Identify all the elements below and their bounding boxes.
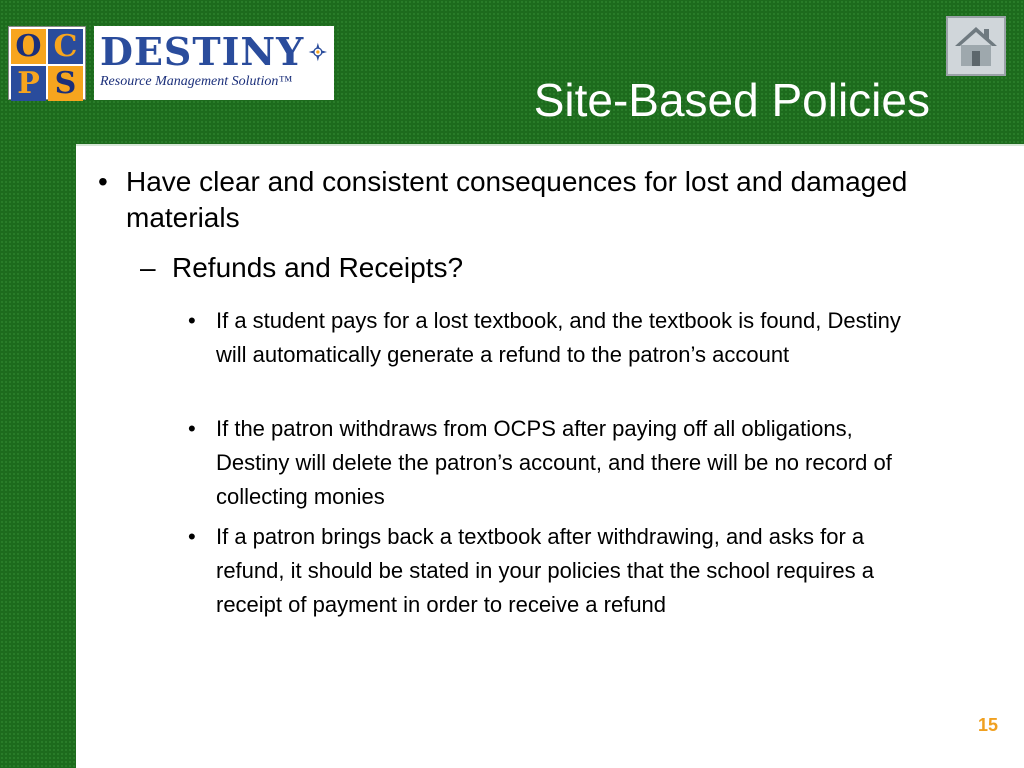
home-icon — [952, 24, 1000, 68]
sub-sub-bullet-dot: • — [188, 308, 196, 333]
sub-sub-bullet-item — [186, 304, 926, 372]
destiny-compass-icon — [308, 37, 328, 67]
ocps-letter-p: P — [11, 66, 46, 101]
bullet-dot: • — [98, 166, 108, 197]
sub-bullet-item — [140, 250, 463, 286]
sub-sub-bullet-item — [186, 412, 926, 514]
slide-title: Site-Based Policies — [533, 74, 930, 126]
ocps-letter-s: S — [48, 66, 83, 101]
home-button[interactable] — [946, 16, 1006, 76]
page-number: 15 — [977, 715, 998, 735]
destiny-logo-tagline: Resource Management Solution™ — [100, 74, 293, 89]
ocps-letter-c: C — [48, 29, 83, 64]
sub-sub-bullet-dot: • — [188, 524, 196, 549]
slide-content — [76, 144, 1024, 768]
sub-sub-bullet-text: If the patron withdraws from OCPS after paying off all obligations, Destiny will delete the patron’s account, and there will be no record of collecting monies — [216, 416, 892, 509]
sub-sub-bullet-text: If a patron brings back a textbook after withdrawing, and asks for a refund, it should be stated in your policies that the school requires a receipt of payment in order to receive a refund — [216, 524, 874, 617]
sub-sub-bullet-item — [186, 520, 926, 622]
destiny-logo — [94, 26, 334, 100]
sub-sub-bullet-text: If a student pays for a lost textbook, and the textbook is found, Destiny will automatically generate a refund to the patron’s account — [216, 308, 901, 367]
bullet-text: Have clear and consistent consequences for lost and damaged materials — [126, 166, 908, 233]
ocps-letter-o: O — [11, 29, 46, 64]
sub-bullet-text: Refunds and Receipts? — [172, 252, 464, 283]
destiny-logo-name: DESTINY — [100, 29, 305, 74]
bullet-item — [86, 164, 946, 236]
sub-sub-bullet-dot: • — [188, 416, 196, 441]
ocps-logo — [8, 26, 86, 100]
sub-bullet-dash: – — [140, 252, 156, 283]
